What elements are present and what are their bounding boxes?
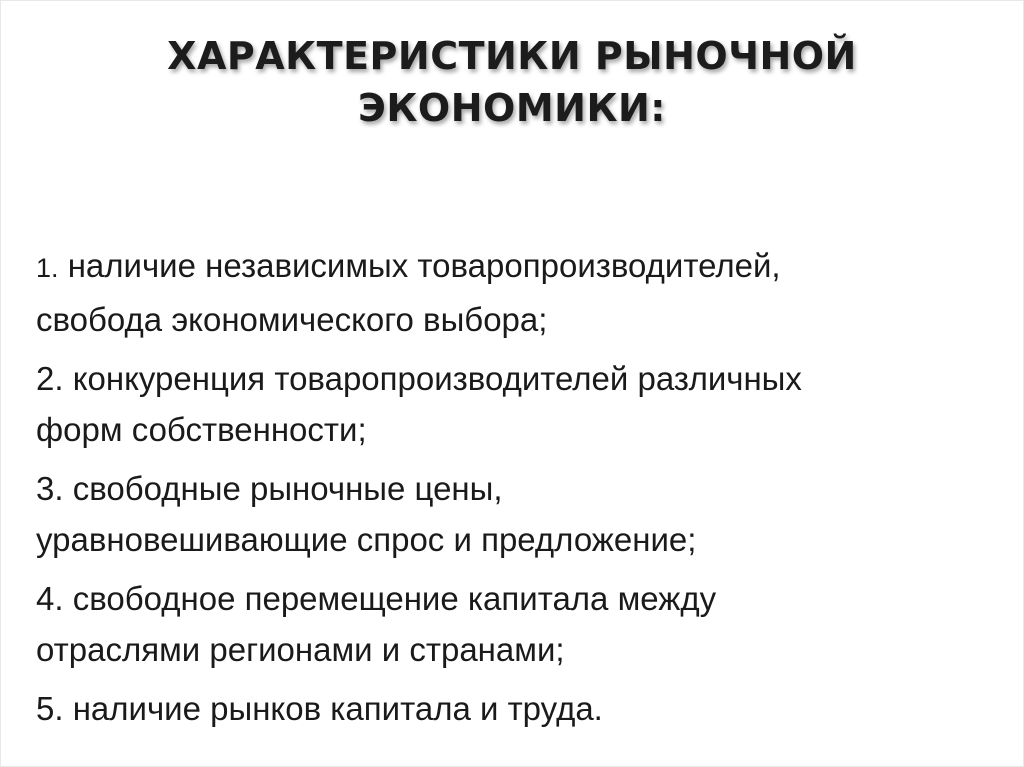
- slide-title-line-2: ЭКОНОМИКИ:: [357, 86, 667, 130]
- list-item-line: уравновешивающие спрос и предложение;: [36, 521, 697, 558]
- list-item-line: [36, 573, 996, 624]
- list-item-number: 3.: [36, 470, 64, 507]
- list-item: [36, 573, 996, 675]
- list-item: [36, 463, 996, 565]
- list-item: [36, 240, 996, 345]
- list-item-line: свобода экономического выбора;: [36, 301, 548, 338]
- list-item-line: [36, 353, 996, 404]
- characteristics-list: [36, 240, 996, 742]
- list-item: [36, 683, 996, 734]
- slide-title: [0, 30, 1024, 134]
- list-item-line: форм собственности;: [36, 411, 367, 448]
- list-item-text: свободное перемещение капитала между: [72, 580, 717, 617]
- list-item-line: [36, 463, 996, 514]
- list-item-number: 5.: [36, 690, 64, 727]
- list-item-line: отраслями регионами и странами;: [36, 631, 565, 668]
- list-item-number: 2.: [36, 360, 64, 397]
- list-item-number: 1.: [36, 253, 59, 283]
- list-item-text: наличие независимых товаропроизводителей,: [67, 247, 781, 284]
- list-item-text: свободные рыночные цены,: [72, 470, 503, 507]
- slide-title-line-1: ХАРАКТЕРИСТИКИ РЫНОЧНОЙ: [167, 34, 857, 78]
- list-item-line: [36, 683, 996, 734]
- list-item: [36, 353, 996, 455]
- list-item-line: [36, 240, 996, 294]
- list-item-text: наличие рынков капитала и труда.: [72, 690, 603, 727]
- list-item-text: конкуренция товаропроизводителей различных: [72, 360, 802, 397]
- list-item-number: 4.: [36, 580, 64, 617]
